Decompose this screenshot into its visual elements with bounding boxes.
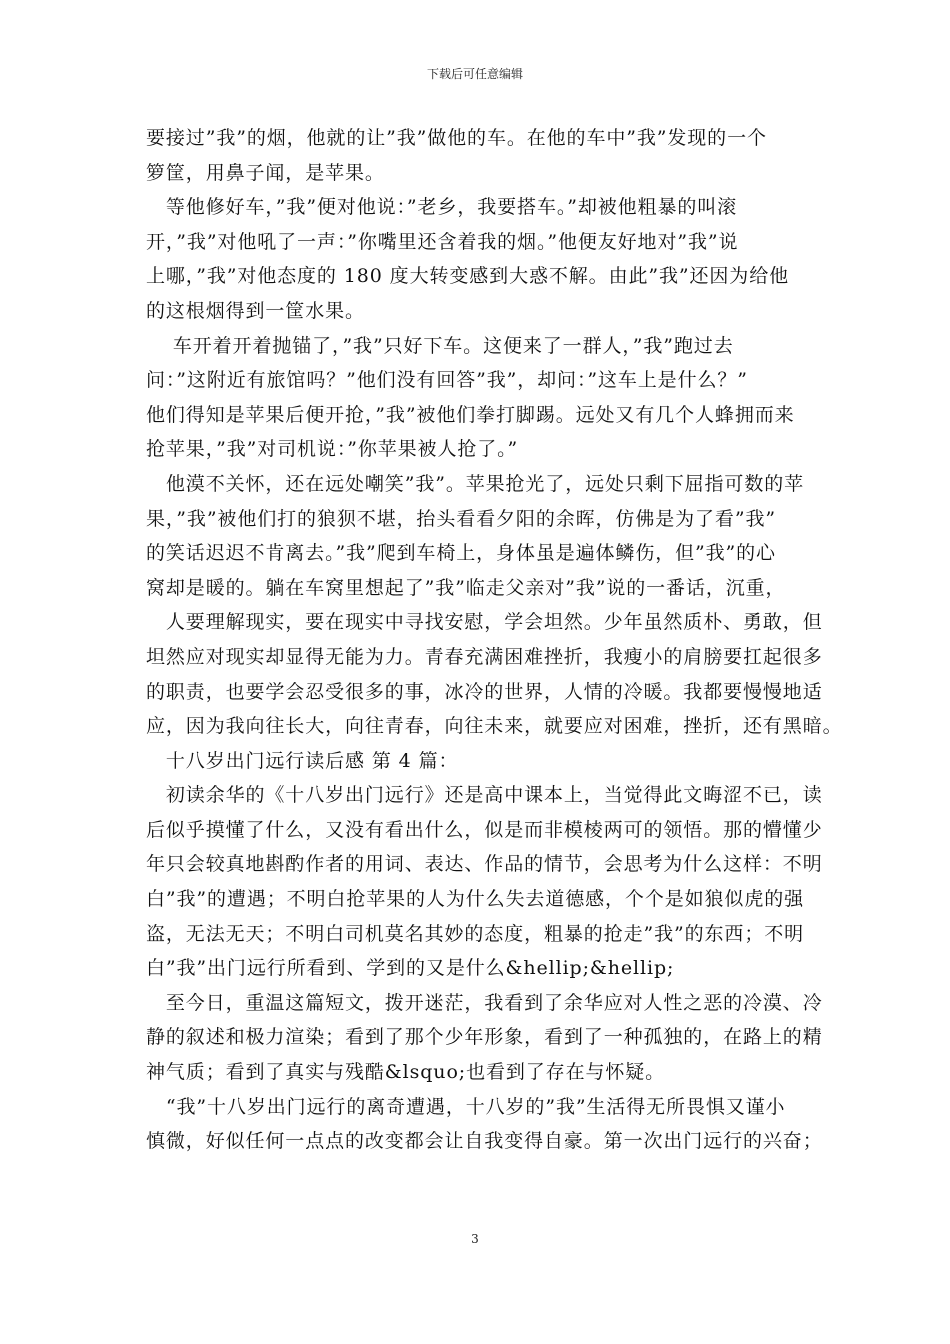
section-heading: 十八岁出门远行读后感 第 4 篇： [146,749,459,772]
text-line: 窝却是暖的。躺在车窝里想起了”我”临走父亲对”我”说的一番话，沉重， [146,576,786,599]
text-line: 他们得知是苹果后便开抢，”我”被他们拳打脚踢。远处又有几个人蜂拥而来 [146,403,795,426]
text-line: 等他修好车，”我”便对他说：”老乡，我要搭车。”却被他粗暴的叫滚 [146,196,738,219]
text-line: 应，因为我向往长大，向往青春，向往未来，就要应对困难，挫折，还有黑暗。 [146,715,843,738]
text-line: 抢苹果，”我”对司机说：”你苹果被人抢了。” [146,438,519,461]
text-line: 开，”我”对他吼了一声：”你嘴里还含着我的烟。”他便友好地对”我”说 [146,230,739,253]
text-line: 慎微，好似任何一点点的改变都会让自我变得自豪。第一次出门远行的兴奋； [146,1130,823,1153]
text-line: 果，”我”被他们打的狼狈不堪，抬头看看夕阳的余晖，仿佛是为了看”我” [146,507,776,530]
text-line: 坦然应对现实却显得无能为力。青春充满困难挫折，我瘦小的肩膀要扛起很多 [146,645,823,668]
text-line: 的笑话迟迟不肯离去。”我”爬到车椅上，身体虽是遍体鳞伤，但”我”的心 [146,542,776,565]
header-note: 下载后可任意编辑 [426,67,523,81]
text-line: 问：”这附近有旅馆吗？”他们没有回答”我”，却问：”这车上是什么？” [146,369,748,392]
text-line: 神气质；看到了真实与残酷&lsquo;也看到了存在与怀疑。 [146,1061,666,1084]
text-line: 盗，无法无天；不明白司机莫名其妙的态度，粗暴的抢走”我”的东西；不明 [146,922,805,945]
text-line: 至今日，重温这篇短文，拨开迷茫，我看到了余华应对人性之恶的冷漠、冷 [146,991,823,1014]
text-line: 上哪，”我”对他态度的 180 度大转变感到大惑不解。由此”我”还因为给他 [146,265,789,288]
text-line: 要接过”我”的烟，他就的让”我”做他的车。在他的车中”我”发现的一个 [146,127,767,149]
document-body [146,121,843,1159]
text-line: 车开着开着抛锚了，”我”只好下车。这便来了一群人，”我”跑过去 [146,334,734,357]
text-line: 的职责，也要学会忍受很多的事，冰冷的世界，人情的冷暖。我都要慢慢地适 [146,680,823,703]
text-line: 年只会较真地斟酌作者的用词、表达、作品的情节，会思考为什么这样：不明 [146,853,823,876]
text-line: 静的叙述和极力渲染；看到了那个少年形象，看到了一种孤独的，在路上的精 [146,1026,823,1049]
text-line: 白”我”的遭遇；不明白抢苹果的人为什么失去道德感，个个是如狼似虎的强 [146,888,805,911]
text-line: 箩筐，用鼻子闻，是苹果。 [146,161,385,184]
text-line: 他漠不关怀，还在远处嘲笑”我”。苹果抢光了，远处只剩下屈指可数的苹 [146,472,805,495]
page-number: 3 [471,1232,479,1246]
text-line: 的这根烟得到一筐水果。 [146,299,365,322]
text-line: 白”我”出门远行所看到、学到的又是什么&hellip;&hellip; [146,957,675,980]
text-line: 人要理解现实，要在现实中寻找安慰，学会坦然。少年虽然质朴、勇敢，但 [146,611,823,634]
text-line: 后似乎摸懂了什么，又没有看出什么，似是而非模棱两可的领悟。那的懵懂少 [146,818,823,841]
text-line: 初读余华的《十八岁出门远行》还是高中课本上，当觉得此文晦涩不已，读 [146,784,823,807]
text-line: “我”十八岁出门远行的离奇遭遇，十八岁的”我”生活得无所畏惧又谨小 [146,1095,786,1118]
